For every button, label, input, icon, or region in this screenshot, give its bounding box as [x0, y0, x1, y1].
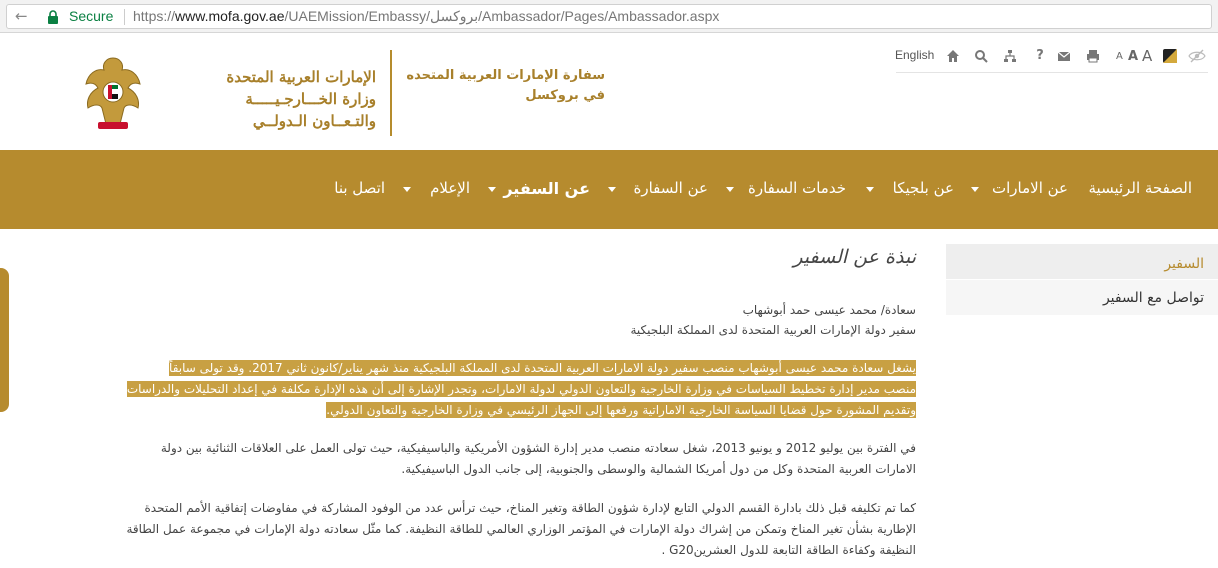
main-navigation — [0, 150, 1218, 229]
nav-item-about-belgium[interactable]: عن بلجيكا — [892, 179, 954, 197]
chevron-down-icon[interactable] — [488, 187, 496, 192]
sidebar-item-contact-ambassador[interactable]: تواصل مع السفير — [946, 280, 1218, 315]
url-host: www.mofa.gov.ae — [175, 8, 285, 24]
embassy-name — [405, 66, 605, 106]
address-bar[interactable] — [6, 4, 1212, 29]
site-header — [0, 34, 1218, 150]
nav-item-about-uae[interactable]: عن الامارات — [992, 179, 1068, 197]
uae-emblem-icon[interactable] — [82, 54, 144, 132]
contrast-icon[interactable] — [1163, 49, 1177, 63]
page-title: نبذة عن السفير — [793, 246, 916, 268]
side-slide-tab[interactable] — [0, 268, 9, 412]
utility-toolbar — [890, 46, 1208, 68]
chevron-down-icon[interactable] — [608, 187, 616, 192]
url-scheme: https:// — [133, 8, 176, 24]
url-text[interactable] — [133, 5, 719, 28]
ambassador-name: سعادة/ محمد عيسى حمد أبوشهاب — [742, 303, 916, 317]
nav-item-about-embassy[interactable]: عن السفارة — [633, 179, 708, 197]
bio-p3-line2: الإطارية بشأن تغير المناخ وتمكن من إشراك دولة الإمارات في المؤتمر الوزاري العالمي للطاقة النظيفة. كما مثّل سعادته دولة الإمارات في مجموعة عمل الطاقة — [126, 522, 916, 536]
ambassador-position: سفير دولة الإمارات العربية المتحدة لدى المملكة البلجيكية — [630, 323, 916, 337]
language-link[interactable]: English — [895, 48, 935, 62]
ministry-name-line1: الإمارات العربية المتحدة — [226, 68, 376, 86]
sidebar — [946, 244, 1218, 315]
nav-item-media[interactable]: الإعلام — [430, 179, 470, 197]
print-icon[interactable] — [1086, 49, 1100, 63]
nav-item-contact[interactable]: اتصل بنا — [334, 179, 385, 197]
url-path: /UAEMission/Embassy/بروكسل/Ambassador/Pages/Ambassador.aspx — [284, 8, 720, 24]
bio-p2-line1: في الفترة بين يوليو 2012 و يونيو 2013، شغل سعادته منصب مدير إدارة الشؤون الأمريكية والباسيفيكية، حيث تولى العمل على العلاقات الثنائية بين دولة — [160, 441, 916, 455]
eye-slash-icon[interactable] — [1188, 49, 1206, 63]
ministry-name-line3: والتـعــاون الـدولــي — [252, 112, 376, 130]
bio-paragraph-2 — [64, 438, 916, 480]
bio-p1-line2: منصب مدير إدارة تخطيط السياسات في وزارة الخارجية والتعاون الدولي لدولة الامارات، وتجدر الإشارة إلى أن هذه الإدارة مكلفة في إعداد التحليلات والدراسات — [126, 382, 916, 396]
toolbar-underline — [896, 72, 1208, 73]
embassy-name-line2: في بروكسل — [525, 88, 605, 103]
bio-p3-line3: النظيفة وكفاءة الطاقة التابعة للدول العشرينG20 . — [661, 543, 916, 557]
main-content — [64, 244, 916, 557]
back-arrow-icon[interactable]: ← — [15, 7, 28, 25]
bio-p2-line2: الامارات العربية المتحدة وكل من دول أمريكا الشمالية والوسطى والجنوبية، إلى جانب الدول الباسيفيكية. — [401, 462, 916, 476]
ministry-name — [150, 66, 376, 132]
bio-p3-line1: كما تم تكليفه قبل ذلك بادارة القسم الدولي التابع لإدارة شؤون الطاقة وتغير المناخ، حيث ترأس عدد من الوفود المشاركة في مفاوضات إتفاقية الأمم المتحدة — [144, 501, 916, 515]
header-divider — [390, 50, 392, 136]
bio-p1-line3: وتقديم المشورة حول قضايا السياسة الخارجية الاماراتية ورفعها إلى الجهاز الرئيسي في وزارة الخارجية والتعاون الدولي. — [326, 403, 916, 417]
sidebar-item-ambassador[interactable]: السفير — [946, 244, 1218, 279]
bio-p1-line1: يشغل سعادة محمد عيسى أبوشهاب منصب سفير دولة الامارات العربية المتحدة لدى المملكة البلجيكية منذ شهر يناير/كانون ثاني 2017. وقد تولى سابقاً — [169, 361, 916, 375]
chevron-down-icon[interactable] — [866, 187, 874, 192]
search-icon[interactable] — [974, 49, 988, 63]
nav-item-about-ambassador[interactable]: عن السفير — [503, 179, 590, 198]
browser-toolbar — [0, 0, 1218, 33]
embassy-name-line1: سفارة الإمارات العربية المتحده — [406, 68, 605, 83]
nav-item-embassy-services[interactable]: خدمات السفارة — [747, 179, 846, 197]
chevron-down-icon[interactable] — [403, 187, 411, 192]
chevron-down-icon[interactable] — [726, 187, 734, 192]
lock-icon — [47, 10, 59, 24]
secure-label: Secure — [69, 8, 114, 24]
help-icon[interactable]: ? — [1036, 48, 1044, 63]
url-separator — [124, 9, 125, 25]
mail-icon[interactable] — [1057, 49, 1071, 63]
home-icon[interactable] — [946, 49, 960, 63]
chevron-down-icon[interactable] — [971, 187, 979, 192]
bio-paragraph-3 — [64, 498, 916, 561]
font-size-small[interactable]: A — [1116, 51, 1123, 62]
nav-item-home[interactable]: الصفحة الرئيسية — [1088, 179, 1192, 197]
bio-paragraph-1 — [64, 358, 916, 421]
font-size-medium[interactable]: A — [1128, 49, 1139, 64]
sitemap-icon[interactable] — [1003, 49, 1017, 63]
ministry-name-line2: وزارة الخـــارجـيـــــة — [245, 90, 376, 108]
font-size-large[interactable]: A — [1142, 47, 1153, 65]
